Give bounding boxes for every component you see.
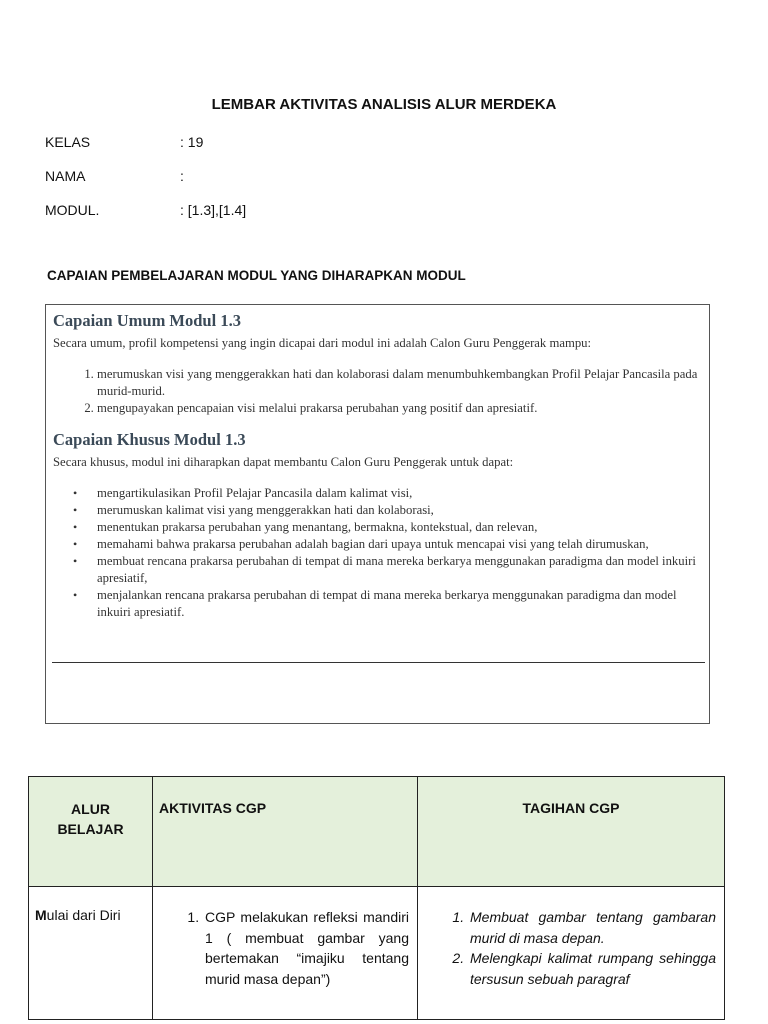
cell-tagihan [418, 887, 725, 1020]
alur-table [28, 776, 725, 1020]
meta-value: : [180, 168, 184, 184]
meta-row-nama [45, 168, 184, 184]
list-item: 2. mengupayakan pencapaian visi melalui prakarsa perubahan yang positif dan apresiatif. [97, 400, 703, 417]
section-heading: CAPAIAN PEMBELAJARAN MODUL YANG DIHARAPKAN MODUL [47, 268, 466, 283]
meta-label: MODUL. [45, 202, 100, 218]
meta-value: : [1.3],[1.4] [180, 202, 247, 218]
header-alur-label: ALUR BELAJAR [57, 801, 124, 837]
capaian-umum-intro: Secara umum, profil kompetensi yang ingin dicapai dari modul ini adalah Calon Guru Penggerak mampu: [53, 336, 592, 350]
meta-label: NAMA [45, 168, 86, 184]
meta-value: : 19 [180, 134, 204, 150]
table-header-row [29, 777, 725, 887]
cell-alur [29, 887, 153, 1020]
tagihan-list [418, 887, 724, 989]
table-row [29, 887, 725, 1020]
meta-label: KELAS [45, 134, 91, 150]
aktivitas-list [153, 887, 417, 989]
document-title: LEMBAR AKTIVITAS ANALISIS ALUR MERDEKA [211, 96, 557, 113]
alur-label: ulai dari Diri [46, 907, 121, 923]
list-item: • memahami bahwa prakarsa perubahan adalah bagian dari upaya untuk mencapai visi yang telah dirumuskan, [97, 536, 703, 553]
header-alur-belajar [29, 777, 153, 887]
header-aktivitas-cgp: AKTIVITAS CGP [153, 777, 418, 887]
list-item: 1. Membuat gambar tentang gambaran murid di masa depan. [468, 907, 716, 948]
meta-row-kelas [45, 134, 203, 150]
meta-row-modul [45, 202, 246, 218]
capaian-box [45, 304, 710, 724]
list-item: 1. CGP melakukan refleksi mandiri 1 ( membuat gambar yang bertemakan “imajiku tentang murid masa depan”) [203, 907, 409, 989]
list-item: • menentukan prakarsa perubahan yang menantang, bermakna, kontekstual, dan relevan, [97, 519, 703, 536]
capaian-khusus-intro: Secara khusus, modul ini diharapkan dapat membantu Calon Guru Penggerak untuk dapat: [53, 455, 514, 469]
capaian-content [53, 312, 703, 621]
list-item: 2. Melengkapi kalimat rumpang sehingga tersusun sebuah paragraf [468, 948, 716, 989]
list-item: • mengartikulasikan Profil Pelajar Pancasila dalam kalimat visi, [97, 485, 703, 502]
list-item: • merumuskan kalimat visi yang menggerakkan hati dan kolaborasi, [97, 502, 703, 519]
divider [52, 662, 705, 663]
capaian-umum-title: Capaian Umum Modul 1.3 [53, 311, 241, 330]
list-item: 1. merumuskan visi yang menggerakkan hati dan kolaborasi dalam menumbuhkembangkan Profil Pelajar Pancasila pada murid-murid. [97, 366, 703, 400]
capaian-umum-list [53, 366, 703, 417]
capaian-khusus-list [53, 485, 703, 621]
alur-initial: M [35, 907, 47, 923]
cell-aktivitas [153, 887, 418, 1020]
header-tagihan-cgp: TAGIHAN CGP [418, 777, 725, 887]
capaian-khusus-title: Capaian Khusus Modul 1.3 [53, 430, 246, 449]
list-item: • menjalankan rencana prakarsa perubahan di tempat di mana mereka berkarya menggunakan paradigma dan model inkuiri apresiatif. [97, 587, 703, 621]
list-item: • membuat rencana prakarsa perubahan di tempat di mana mereka berkarya menggunakan paradigma dan model inkuiri apresiatif, [97, 553, 703, 587]
